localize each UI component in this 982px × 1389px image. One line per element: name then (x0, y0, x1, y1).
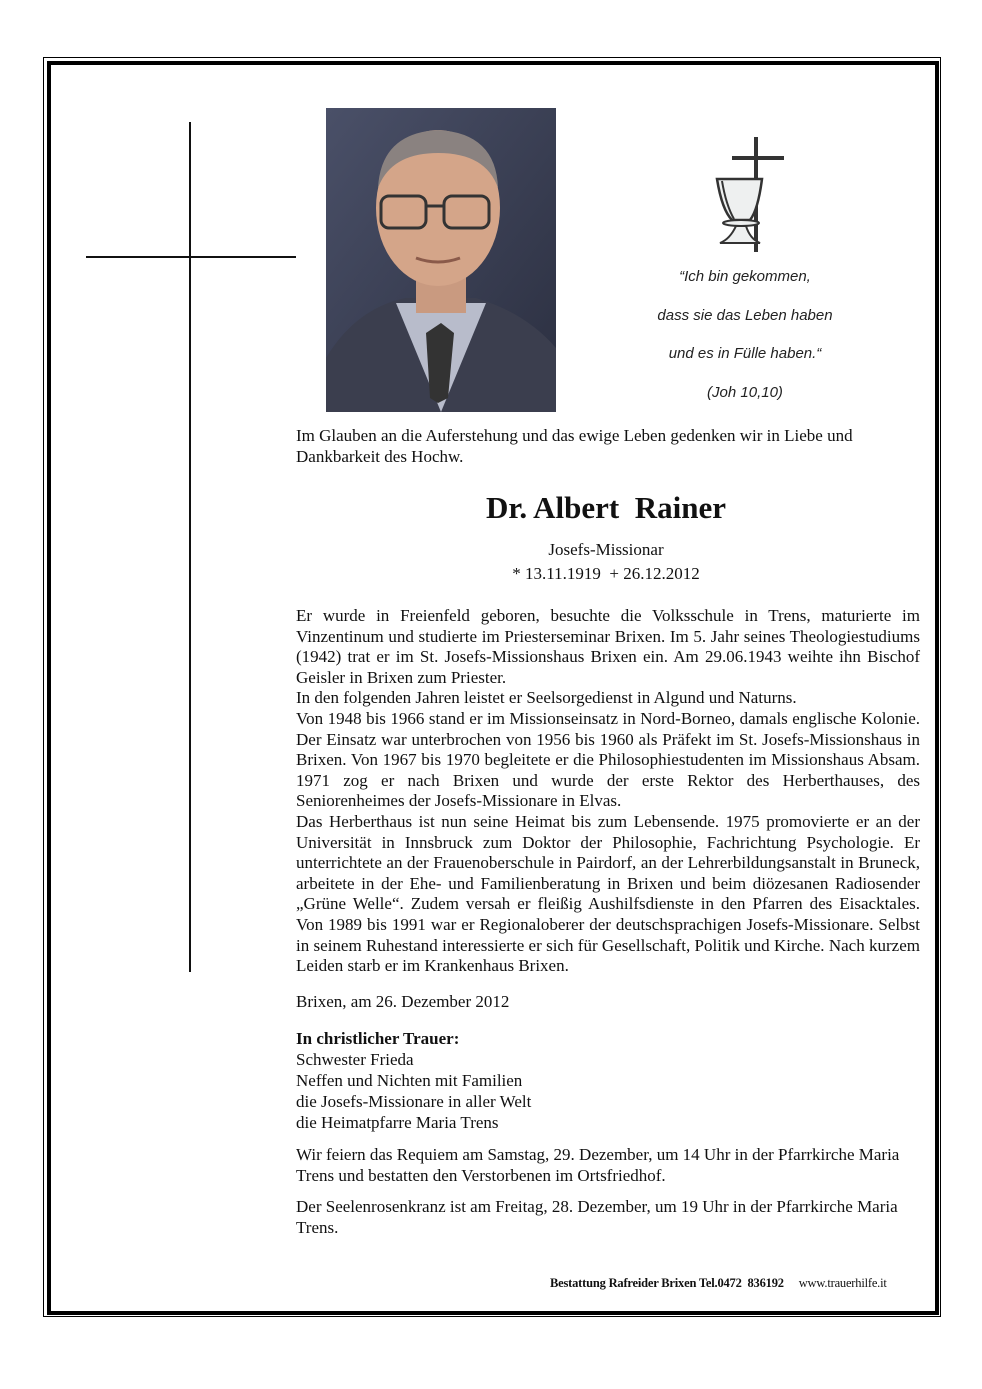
footer (550, 1276, 887, 1291)
biography (296, 606, 920, 977)
mourner: Schwester Frieda (296, 1050, 414, 1069)
bible-quote (640, 268, 850, 422)
quote-line: und es in Fülle haben.“ (668, 345, 822, 362)
order-name: Josefs-Missionar (548, 540, 664, 559)
biography-paragraph: Von 1948 bis 1966 stand er im Missionseinsatz in Nord-Borneo, damals englische Kolonie. Der Einsatz war unterbrochen von 1956 bis 1960 als Präfekt im St. Josefs-Missionshaus in Brixen. Von 1967 bis 1970 begleitete er die Philosophiestudenten im Missionshaus Absam. 1971 zog er nach Brixen und wurde der erste Rektor des Herberthauses, des Seniorenheimes der Josefs-Missionare in Elvas. (296, 708, 920, 811)
cross-chalice-icon (710, 135, 790, 260)
cross-icon-horizontal (86, 256, 296, 258)
cross-icon-vertical (189, 122, 191, 972)
rosary-info: Der Seelenrosenkranz ist am Freitag, 28. Dezember, um 19 Uhr in der Pfarrkirche Maria Trens. (296, 1197, 898, 1237)
deceased-name: Dr. Albert Rainer (486, 490, 726, 525)
mourner: die Josefs-Missionare in aller Welt (296, 1092, 532, 1111)
funeral-company: Bestattung Rafreider Brixen Tel.0472 836192 (550, 1276, 784, 1290)
portrait-photo (326, 108, 556, 412)
quote-line: dass sie das Leben haben (657, 306, 833, 324)
mourners-heading: In christlicher Trauer: (296, 1029, 460, 1048)
biography-paragraph: Das Herberthaus ist nun seine Heimat bis zum Lebensende. 1975 promovierte er an der Universität in Innsbruck zum Doktor der Philosophie, Fachrichtung Psychologie. Er unterrichtete an der Frauenoberschule in Pairdorf, an der Lehrerbildungsanstalt in Bruneck, arbeitete in der Ehe- und Familienberatung in Brixen und beim diözesanen Radiosender „Grüne Welle“. Zudem versah er fleißig Aushilfsdienste in den Pfarren des Eisacktales. Von 1989 bis 1991 war er Regionaloberer der deutschsprachigen Josefs-Missionare. Selbst in seinem Ruhestand interessierte er sich für Gesellschaft, Politik und Kirche. Nach kurzem Leiden starb er im Krankenhaus Brixen. (296, 811, 920, 976)
mourner: die Heimatpfarre Maria Trens (296, 1113, 499, 1132)
life-dates: * 13.11.1919 + 26.12.2012 (512, 564, 700, 583)
quote-reference: (Joh 10,10) (707, 383, 783, 401)
mourner: Neffen und Nichten mit Familien (296, 1071, 523, 1090)
requiem-info: Wir feiern das Requiem am Samstag, 29. Dezember, um 14 Uhr in der Pfarrkirche Maria Trens und bestatten den Verstorbenen im Ortsfriedhof. (296, 1145, 900, 1185)
intro-text: Im Glauben an die Auferstehung und das ewige Leben gedenken wir in Liebe und Dankbarkeit des Hochw. (296, 426, 853, 466)
place-date: Brixen, am 26. Dezember 2012 (296, 992, 510, 1011)
website-link[interactable]: www.trauerhilfe.it (798, 1276, 887, 1290)
quote-line: “Ich bin gekommen, (679, 268, 811, 285)
deceased-details (296, 538, 916, 586)
biography-paragraph: In den folgenden Jahren leistet er Seelsorgedienst in Algund und Naturns. (296, 688, 797, 708)
biography-paragraph: Er wurde in Freienfeld geboren, besuchte die Volksschule in Trens, maturierte im Vinzentinum und studierte im Priesterseminar Brixen. Im 5. Jahr seines Theologiestudiums (1942) trat er im St. Josefs-Missionshaus Brixen ein. Am 29.06.1943 weihte ihn Bischof Geisler in Brixen zum Priester. (296, 606, 920, 687)
mourners (296, 1028, 531, 1133)
